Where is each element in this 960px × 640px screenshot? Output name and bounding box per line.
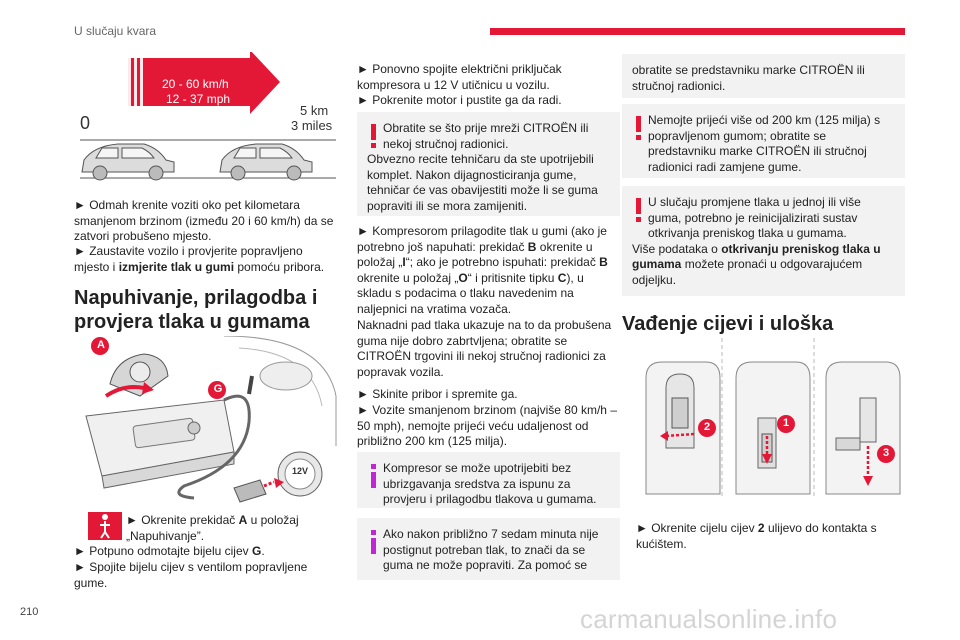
- warning-icon: [366, 122, 382, 152]
- warning-note-network: Obratite se što prije mreži CITROËN ili nekoj stručnoj radionici. Obvezno recite tehničaru da ste upotrijebili komplet. Nakon dijagnosticiranja gume, tehničar će vas obavijestiti može li se guma popraviti ili se mora zamijeniti.: [357, 112, 620, 216]
- socket-12v-label: 12V: [291, 466, 308, 476]
- info-note-timeout: Ako nakon približno 7 sedam minuta nije postignut potreban tlak, to znači da se guma ne može popraviti. Za pomoć se: [357, 518, 620, 580]
- header-title: U slučaju kvara: [74, 24, 157, 38]
- check-instruction: ► Zaustavite vozilo i provjerite popravljeno mjesto i izmjerite tlak u gumi pomoću pribora.: [74, 244, 325, 274]
- start-engine-instruction: ► Pokrenite motor i pustite ga da radi.: [357, 93, 562, 107]
- section-title-inflate: Napuhivanje, prilagodba i provjera tlaka u gumama: [74, 287, 318, 333]
- distance-km-label: 5 km: [300, 103, 329, 118]
- drive-reduced-speed-instruction: ► Vozite smanjenom brzinom (najviše 80 km/h – 50 mph), nemojte prijeći veću udaljenost od približno 200 km (125 milja).: [357, 403, 617, 448]
- info-icon: [366, 528, 382, 558]
- info-note-compressor: Kompresor se može upotrijebiti bez ubrizgavanja sredstva za ispunu za provjeru i prilagodbu tlakova u gumama.: [357, 452, 620, 508]
- watermark: carmanualsonline.info: [580, 604, 838, 634]
- car-end-icon: [220, 144, 312, 180]
- info-icon: [366, 462, 382, 492]
- step-unwind-hose: ► Potpuno odmotajte bijelu cijev G.: [74, 544, 265, 558]
- info-note-continued: obratite se predstavniku marke CITROËN ili stručnoj radionici.: [622, 54, 905, 98]
- cartridge-removal-illustration: [636, 338, 904, 498]
- step-turn-switch: ► Okrenite prekidač A u položaj „Napuhivanje”.: [126, 513, 299, 543]
- header-accent-bar: [490, 28, 905, 35]
- page-number: 210: [20, 606, 39, 618]
- warning-icon: [631, 114, 647, 144]
- section-title-remove-hose: Vađenje cijevi i uloška: [622, 313, 834, 335]
- adjust-pressure-instruction: ► Kompresorom prilagodite tlak u gumi (ako je potrebno još napuhati: prekidač B okrenite u položaj „I“; ako je potrebno ispuhati: prekidač B okrenite u položaj „O“ i pritisnite tipku C), u skladu s podacima o tlaku navedenim na naljepnici na vratima vozača.: [357, 224, 608, 316]
- compressor-illustration: [74, 336, 340, 506]
- turn-hose-instruction: ► Okrenite cijelu cijev 2 ulijevo do kontakta s kućištem.: [636, 521, 877, 551]
- warning-icon: [631, 196, 647, 226]
- pressure-drop-note: Naknadni pad tlaka ukazuje na to da probušena guma nije dobro zabrtvljena; obratite se CITROËN trgovini ili nekoj stručnoj radionici za popravak vozila.: [357, 318, 612, 379]
- remove-kit-instruction: ► Skinite pribor i spremite ga.: [357, 387, 518, 401]
- speed-mph-label: 12 - 37 mph: [166, 92, 231, 106]
- reconnect-instruction: ► Ponovno spojite električni priključak kompresora u 12 V utičnicu u vozilu.: [357, 62, 562, 92]
- distance-miles-label: 3 miles: [291, 118, 333, 133]
- callout-1: 1: [782, 417, 790, 429]
- speed-kmh-label: 20 - 60 km/h: [162, 77, 229, 91]
- procedure-icon: [88, 512, 122, 540]
- callout-2: 2: [703, 421, 711, 433]
- callout-a: A: [97, 339, 105, 351]
- callout-g: G: [213, 383, 223, 395]
- warning-note-tpms: U slučaju promjene tlaka u jednoj ili više guma, potrebno je reinicijalizirati sustav otkrivanja preniskog tlaka u gumama. Više podataka o otkrivanju preniskog tlaka u gumama možete pronaći u odgovarajućem odjeljku.: [622, 186, 905, 296]
- callout-3: 3: [882, 447, 890, 459]
- drive-instruction: ► Odmah krenite voziti oko pet kilometara smanjenom brzinom (između 20 i 60 km/h) da se zatvori probušeno mjesto.: [74, 198, 334, 243]
- start-distance-label: 0: [80, 113, 91, 133]
- step-connect-hose: ► Spojite bijelu cijev s ventilom popravljene gume.: [74, 560, 308, 590]
- car-start-icon: [82, 144, 174, 180]
- warning-note-distance: Nemojte prijeći više od 200 km (125 milja) s popravljenom gumom; obratite se predstavniku marke CITROËN ili stručnoj radionici radi zamjene gume.: [622, 104, 905, 178]
